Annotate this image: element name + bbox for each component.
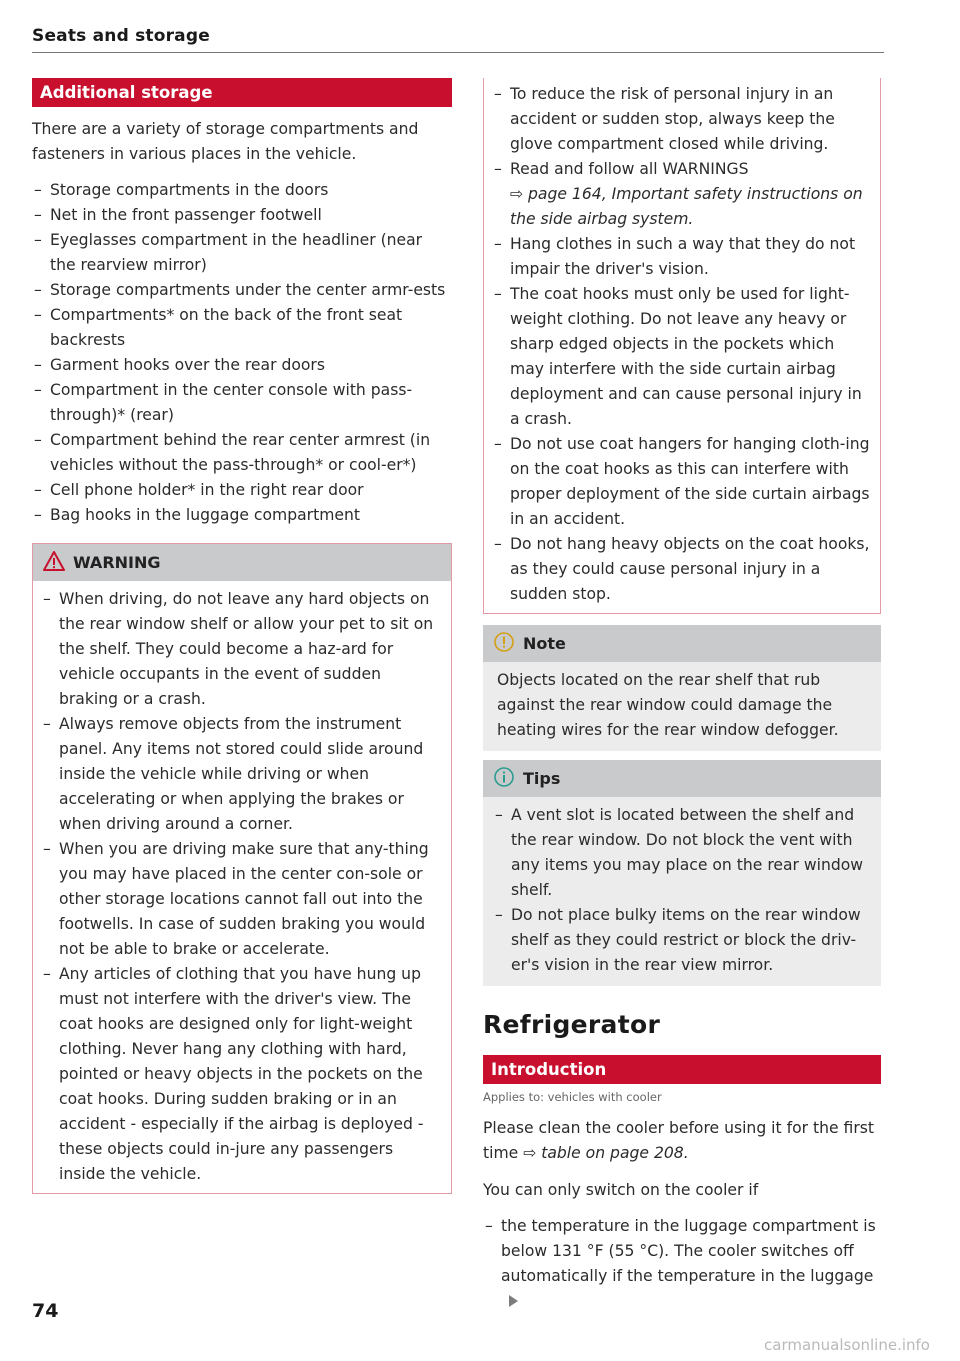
tips-label: Tips [523, 769, 561, 788]
info-circle-icon [493, 766, 515, 792]
temperature-condition-text: the temperature in the luggage compartment is below 131 °F (55 °C). The cooler switches off automatically if the temperature in the luggage [501, 1217, 876, 1285]
list-item: – Eyeglasses compartment in the headliner (near the rearview mirror) [32, 228, 452, 278]
list-item: – Compartment in the center console with pass-through)* (rear) [32, 378, 452, 428]
list-item: – Net in the front passenger footwell [32, 203, 452, 228]
airbag-page-link[interactable]: ⇨ page 164, Important safety instructions on the side airbag system. [510, 185, 863, 228]
list-item: – Always remove objects from the instrument panel. Any items not stored could slide around inside the vehicle while driving or when accelerating or when applying the brakes or when driving around a corner. [41, 712, 443, 837]
list-item: – The coat hooks must only be used for light-weight clothing. Do not leave any heavy or sharp edged objects in the pockets which may interfere with the side curtain airbag deployment and can cause personal injury in a crash. [492, 282, 872, 432]
refrigerator-heading: Refrigerator [483, 1010, 661, 1039]
intro-paragraph: There are a variety of storage compartments and fasteners in various places in the vehicle. [32, 120, 419, 163]
continue-arrow-icon [509, 1295, 518, 1307]
left-column [32, 78, 452, 1194]
list-item: – Do not place bulky items on the rear window shelf as they could restrict or block the driv-er's vision in the rear view mirror. [493, 903, 869, 978]
warning-label: WARNING [73, 553, 161, 572]
applies-to: Applies to: vehicles with cooler [483, 1090, 662, 1104]
tips-box [483, 760, 881, 986]
exclamation-circle-icon [493, 631, 515, 657]
cooler-condition-list [483, 1214, 881, 1314]
list-item: – Bag hooks in the luggage compartment [32, 503, 452, 528]
list-item: – When driving, do not leave any hard objects on the rear window shelf or allow your pet to sit on the shelf. They could become a haz-ard for vehicle occupants in the event of sudden braking or a crash. [41, 587, 443, 712]
warning-box [32, 543, 452, 1194]
watermark: carmanualsonline.info [764, 1336, 930, 1354]
list-item [483, 1214, 881, 1314]
running-header: Seats and storage [32, 26, 210, 46]
note-box [483, 625, 881, 751]
list-item [492, 157, 872, 232]
header-rule [32, 52, 884, 53]
warning-header [33, 544, 451, 581]
page-number: 74 [32, 1300, 59, 1322]
list-item: – Hang clothes in such a way that they do not impair the driver's vision. [492, 232, 872, 282]
list-item: – Compartments* on the back of the front seat backrests [32, 303, 452, 353]
storage-list [32, 178, 452, 528]
list-item: – Storage compartments under the center armr-ests [32, 278, 452, 303]
section-title-additional-storage: Additional storage [32, 78, 452, 107]
tips-header [483, 760, 881, 797]
warning-body [33, 581, 451, 1193]
list-item: – Compartment behind the rear center armrest (in vehicles without the pass-through* or cool-er*) [32, 428, 452, 478]
list-item: – Storage compartments in the doors [32, 178, 452, 203]
cooler-clean-text: Please clean the cooler before using it for the first time [483, 1119, 874, 1162]
tips-body [483, 797, 881, 986]
warning-triangle-icon [43, 551, 65, 575]
list-item: – Any articles of clothing that you have hung up must not interfere with the driver's view. The coat hooks are designed only for light-weight clothing. Never hang any clothing with hard, pointed or heavy objects in the pockets on the coat hooks. During sudden braking or in an accident - especially if the airbag is deployed - these objects could in-jure any passengers inside the vehicle. [41, 962, 443, 1187]
list-item: – Cell phone holder* in the right rear door [32, 478, 452, 503]
cooler-clean-paragraph [483, 1116, 881, 1166]
list-item: – Garment hooks over the rear doors [32, 353, 452, 378]
note-body [483, 662, 881, 751]
warning-continued-box [483, 78, 881, 614]
warnings-text: Read and follow all WARNINGS [510, 160, 749, 178]
note-label: Note [523, 634, 566, 653]
list-item: – When you are driving make sure that any-thing you may have placed in the center con-sole or other storage locations cannot fall out into the footwells. In case of sudden braking you would not be able to brake or accelerate. [41, 837, 443, 962]
table-page-link[interactable]: ⇨ table on page 208. [523, 1144, 689, 1162]
cooler-condition-paragraph: You can only switch on the cooler if [483, 1181, 759, 1199]
note-header [483, 625, 881, 662]
list-item: – Do not use coat hangers for hanging cloth-ing on the coat hooks as this can interfere with proper deployment of the side curtain airbags in an accident. [492, 432, 872, 532]
introduction-heading: Introduction [483, 1055, 881, 1084]
list-item: – To reduce the risk of personal injury in an accident or sudden stop, always keep the glove compartment closed while driving. [492, 82, 872, 157]
note-text: Objects located on the rear shelf that rub against the rear window could damage the heating wires for the rear window defogger. [497, 671, 839, 739]
list-item: – A vent slot is located between the shelf and the rear window. Do not block the vent with any items you may place on the rear window shelf. [493, 803, 869, 903]
right-column [483, 78, 881, 1314]
list-item: – Do not hang heavy objects on the coat hooks, as they could cause personal injury in a sudden stop. [492, 532, 872, 607]
